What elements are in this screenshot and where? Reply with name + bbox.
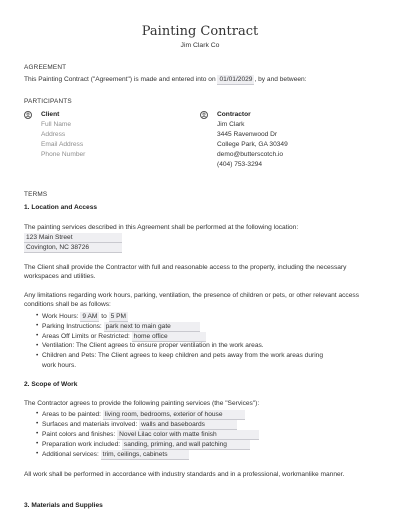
off-limits-field[interactable]: home office xyxy=(132,332,206,342)
client-full-name-field[interactable]: Full Name xyxy=(41,121,72,128)
areas-field[interactable]: living room, bedrooms, exterior of house xyxy=(103,410,245,420)
off-limits-label: Areas Off Limits or Restricted: xyxy=(42,333,130,340)
contractor-city: College Park, GA 30349 xyxy=(217,141,288,148)
agreement-date-field[interactable]: 01/01/2029 xyxy=(219,76,253,83)
client-person-icon xyxy=(24,111,32,119)
agreement-heading: AGREEMENT xyxy=(24,64,67,71)
contractor-name: Jim Clark xyxy=(217,121,245,128)
location-heading: 1. Location and Access xyxy=(24,204,98,211)
document-subtitle: Jim Clark Co xyxy=(180,42,220,49)
agreement-text-after: , by and between: xyxy=(254,76,307,83)
areas-label: Areas to be painted: xyxy=(42,411,102,418)
scope-intro: The Contractor agrees to provide the following painting services (the "Services"): xyxy=(24,400,260,407)
limitations-text: Any limitations regarding work hours, parking, ventilation, the presence of children or pets, or other relevant access conditions shall be as follows: xyxy=(24,292,359,308)
list-item-areas xyxy=(24,410,259,420)
location-address-line2[interactable]: Covington, NC 38726 xyxy=(24,243,122,253)
contractor-address: 3445 Ravenwood Dr xyxy=(217,131,278,138)
terms-heading: TERMS xyxy=(24,191,48,198)
work-hours-start-field[interactable]: 9 AM xyxy=(82,313,98,320)
work-hours-label: Work Hours: xyxy=(42,313,79,320)
children-pets-text: Children and Pets: The Client agrees to keep children and pets away from the work areas during xyxy=(42,352,324,359)
children-pets-text-cont: work hours. xyxy=(42,362,77,369)
client-phone-field[interactable]: Phone Number xyxy=(41,151,86,158)
access-conditions-list xyxy=(24,312,323,372)
list-item-children-pets xyxy=(24,352,323,362)
contractor-phone: (404) 753-3294 xyxy=(217,161,263,168)
contractor-label: Contractor xyxy=(217,111,251,118)
client-block xyxy=(24,111,32,123)
contractor-person-icon xyxy=(200,111,208,119)
list-item-ventilation xyxy=(24,342,323,352)
ventilation-text: Ventilation: The Client agrees to ensure proper ventilation in the work areas. xyxy=(42,342,264,349)
colors-field[interactable]: Novel Lilac color with matte finish xyxy=(117,430,259,440)
preparation-field[interactable]: sanding, priming, and wall patching xyxy=(122,440,250,450)
list-item-additional xyxy=(24,450,259,460)
materials-heading: 3. Materials and Supplies xyxy=(24,502,103,509)
agreement-sentence xyxy=(24,75,307,85)
document-title: Painting Contract xyxy=(141,24,259,39)
standards-text: All work shall be performed in accordance with industry standards and in a professional, workmanlike manner. xyxy=(24,471,345,478)
list-item-work-hours xyxy=(24,312,323,322)
list-item-children-pets-cont xyxy=(24,362,323,372)
work-hours-to: to xyxy=(101,313,107,320)
contractor-email: demo@butterscotch.io xyxy=(217,151,284,158)
list-item-parking xyxy=(24,322,323,332)
parking-field[interactable]: park next to main gate xyxy=(104,322,200,332)
list-item-colors xyxy=(24,430,259,440)
participants-heading: PARTICIPANTS xyxy=(24,98,72,105)
surfaces-label: Surfaces and materials involved: xyxy=(42,421,138,428)
colors-label: Paint colors and finishes: xyxy=(42,431,116,438)
client-email-field[interactable]: Email Address xyxy=(41,141,84,148)
scope-list xyxy=(24,410,259,460)
surfaces-field[interactable]: walls and baseboards xyxy=(139,420,237,430)
additional-label: Additional services: xyxy=(42,451,99,458)
list-item-off-limits xyxy=(24,332,323,342)
additional-field[interactable]: trim, ceilings, cabinets xyxy=(101,450,189,460)
preparation-label: Preparation work included: xyxy=(42,441,121,448)
contractor-block xyxy=(200,111,208,123)
list-item-surfaces xyxy=(24,420,259,430)
client-label: Client xyxy=(41,111,60,118)
location-address-line1[interactable]: 123 Main Street xyxy=(24,233,122,243)
list-item-preparation xyxy=(24,440,259,450)
agreement-text-before: This Painting Contract ("Agreement") is made and entered into on xyxy=(24,76,216,83)
scope-heading: 2. Scope of Work xyxy=(24,381,78,388)
client-address-field[interactable]: Address xyxy=(41,131,66,138)
parking-label: Parking Instructions: xyxy=(42,323,102,330)
location-intro: The painting services described in this Agreement shall be performed at the following location: xyxy=(24,224,299,231)
access-text: The Client shall provide the Contractor with full and reasonable access to the property, including the necessary workspaces and utilities. xyxy=(24,264,347,280)
work-hours-end-field[interactable]: 5 PM xyxy=(110,313,126,320)
